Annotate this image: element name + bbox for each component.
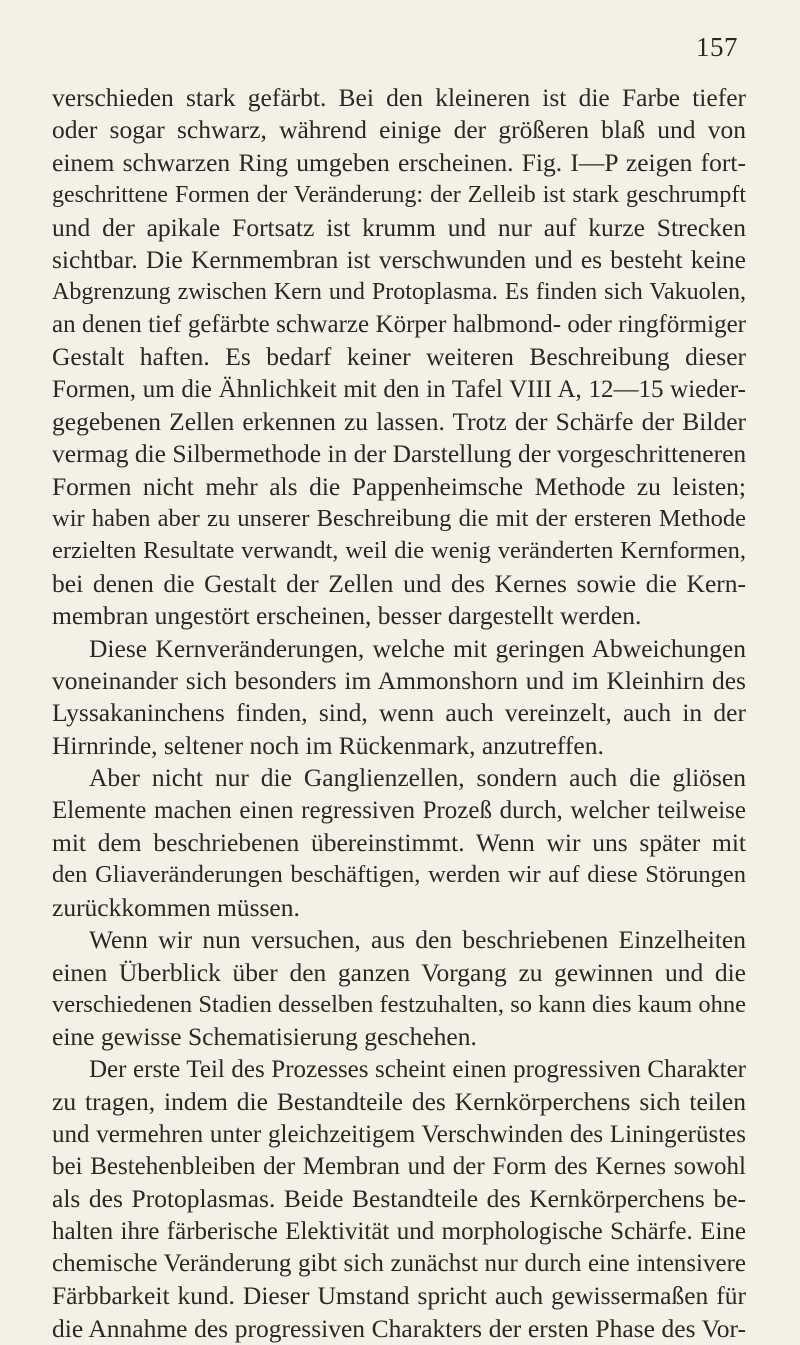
text-line: verschiedenen Stadien desselben festzuhalten, so kann dies kaum ohne	[52, 990, 746, 1018]
text-line: mit dem beschriebenen übereinstimmt. Wenn wir uns später mit	[52, 827, 746, 857]
text-line: bei Bestehenbleiben der Membran und der Form des Kernes sowohl	[52, 1152, 746, 1180]
text-line: bei denen die Gestalt der Zellen und des Kernes sowie die Kern-	[52, 568, 746, 598]
text-line: erzielten Resultate verwandt, weil die wenig veränderten Kernformen,	[52, 537, 746, 565]
page-number: 157	[696, 32, 738, 62]
text-line: Abgrenzung zwischen Kern und Protoplasma. Es finden sich Vakuolen,	[52, 279, 746, 306]
text-line: zurückkommen müssen.	[52, 892, 300, 922]
text-line: den Gliaveränderungen beschäftigen, werden wir auf diese Störungen	[52, 861, 746, 889]
text-line: eine gewisse Schematisierung geschehen.	[52, 1022, 477, 1052]
text-line: Elemente machen einen regressiven Prozeß durch, welcher teilweise	[52, 796, 746, 824]
text-line: sichtbar. Die Kernmembran ist verschwunden und es besteht keine	[52, 244, 746, 274]
text-line: verschieden stark gefärbt. Bei den kleineren ist die Farbe tiefer	[52, 83, 746, 112]
text-line: Hirnrinde, seltener noch im Rückenmark, anzutreffen.	[52, 730, 604, 760]
text-line: gegebenen Zellen erkennen zu lassen. Trotz der Schärfe der Bilder	[52, 406, 746, 436]
text-line: zu tragen, indem die Bestandteile des Kernkörperchens sich teilen	[52, 1087, 746, 1117]
text-line: Formen nicht mehr als die Pappenheimsche Methode zu leisten;	[52, 471, 746, 501]
text-line: einen Überblick über den ganzen Vorgang zu gewinnen und die	[52, 957, 746, 987]
text-line: die Annahme des progressiven Charakters der ersten Phase des Vor-	[52, 1313, 746, 1343]
text-line: Der erste Teil des Prozesses scheint einen progressiven Charakter	[89, 1055, 746, 1083]
text-line: und der apikale Fortsatz ist krumm und nur auf kurze Strecken	[52, 212, 746, 242]
text-line: chemische Veränderung gibt sich zunächst nur durch eine intensivere	[52, 1250, 746, 1278]
text-line: Wenn wir nun versuchen, aus den beschriebenen Einzelheiten	[89, 925, 746, 955]
body-text	[52, 82, 746, 1345]
text-line: an denen tief gefärbte schwarze Körper halbmond- oder ringförmiger	[52, 310, 746, 338]
text-line: Färbbarkeit kund. Dieser Umstand spricht auch gewissermaßen für	[52, 1281, 746, 1311]
text-line: oder sogar schwarz, während einige der größeren blaß und von	[52, 115, 746, 145]
text-line: einem schwarzen Ring umgeben erscheinen. Fig. I—P zeigen fort-	[52, 147, 746, 177]
text-line: Formen, um die Ähnlichkeit mit den in Tafel VIII A, 12—15 wieder-	[52, 375, 746, 403]
text-line: Diese Kernveränderungen, welche mit geringen Abweichungen	[89, 633, 746, 663]
text-line: vermag die Silbermethode in der Darstellung der vorgeschritteneren	[52, 439, 747, 469]
text-line: voneinander sich besonders im Ammonshorn und im Kleinhirn des	[52, 666, 746, 696]
text-line: membran ungestört erscheinen, besser dargestellt werden.	[52, 601, 642, 631]
text-line: und vermehren unter gleichzeitigem Verschwinden des Liningerüstes	[52, 1120, 746, 1148]
text-line: Gestalt haften. Es bedarf keiner weiteren Beschreibung dieser	[52, 342, 746, 372]
text-line: Aber nicht nur die Ganglienzellen, sondern auch die gliösen	[89, 763, 746, 793]
text-line: Lyssakaninchens finden, sind, wenn auch vereinzelt, auch in der	[52, 698, 746, 728]
text-line: halten ihre färberische Elektivität und morphologische Schärfe. Eine	[52, 1217, 746, 1245]
text-line: geschrittene Formen der Veränderung: der Zelleib ist stark geschrumpft	[52, 182, 746, 209]
text-line: als des Protoplasmas. Beide Bestandteile des Kernkörperchens be-	[52, 1184, 746, 1214]
text-line: wir haben aber zu unserer Beschreibung die mit der ersteren Methode	[52, 505, 746, 533]
